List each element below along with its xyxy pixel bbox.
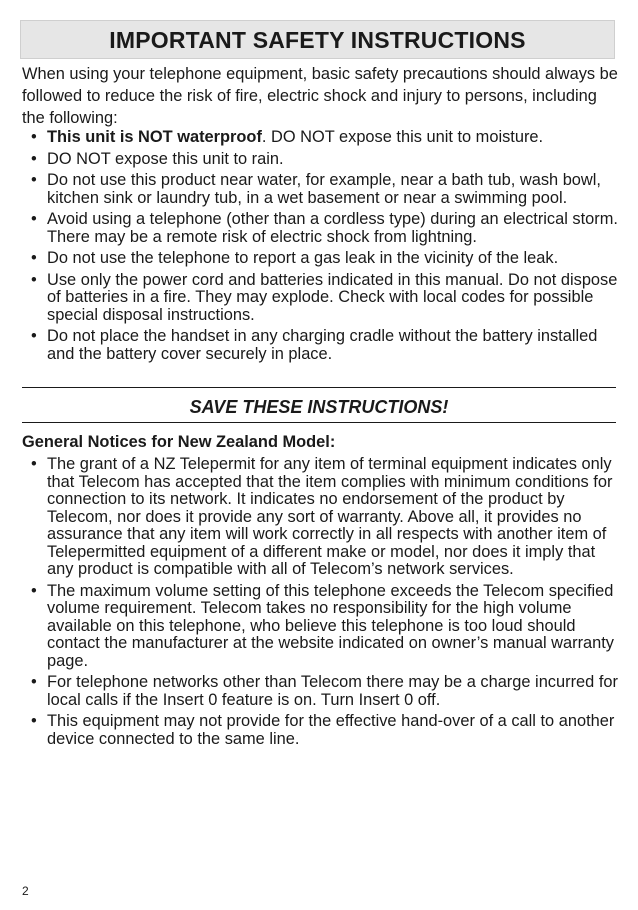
safety-item-storm: • Avoid using a telephone (other than a cordless type) during an electrical storm. There may be a remote risk of electric shock from lightning. [22,211,618,246]
page-title: IMPORTANT SAFETY INSTRUCTIONS [20,20,615,59]
save-instructions-heading: SAVE THESE INSTRUCTIONS! [189,397,449,417]
safety-item-charging-cradle: • Do not place the handset in any charging cradle without the battery installed and the battery cover securely in place. [22,328,618,363]
nz-notices-heading: General Notices for New Zealand Model: [22,433,336,451]
nz-item-insert-zero: • For telephone networks other than Telecom there may be a charge incurred for local calls if the Insert 0 feature is on. Turn Insert 0 off. [22,674,618,709]
nz-item-telepermit: • The grant of a NZ Telepermit for any item of terminal equipment indicates only that Telecom has accepted that the item complies with minimum conditions for connection to its network. It indicates no endorsement of the product by Telecom, nor does it provide any sort of warranty. Above all, it provides no assurance that any item will work correctly in all respects with another item of Telepermitted equipment of a different make or model, nor does it imply that any product is compatible with all of Telecom’s network services. [22,456,618,579]
divider-top [22,387,616,388]
safety-list [22,129,618,367]
safety-item-waterproof [22,129,618,147]
intro-paragraph: When using your telephone equipment, basic safety precautions should always be followed to reduce the risk of fire, electric shock and injury to persons, including the following: [22,65,618,127]
divider-bottom [22,422,616,423]
safety-item-power-batteries: • Use only the power cord and batteries indicated in this manual. Do not dispose of batteries in a fire. They may explode. Check with local codes for possible special disposal instructions. [22,272,618,325]
nz-notices-list [22,456,618,752]
page-number: 2 [22,884,29,898]
nz-item-volume: • The maximum volume setting of this telephone exceeds the Telecom specified volume requirement. Telecom takes no responsibility for the high volume available on this telephone, who believe this telephone is too loud should contact the manufacturer at the website indicated on owner’s manual warranty page. [22,583,618,671]
safety-item-water: • Do not use this product near water, for example, near a bath tub, wash bowl, kitchen sink or laundry tub, in a wet basement or near a swimming pool. [22,172,618,207]
nz-item-hand-over: • This equipment may not provide for the effective hand-over of a call to another device connected to the same line. [22,713,618,748]
waterproof-warning-bold: This unit is NOT waterproof [47,128,262,146]
safety-item-rain: • DO NOT expose this unit to rain. [22,151,618,169]
safety-item-gas-leak: • Do not use the telephone to report a gas leak in the vicinity of the leak. [22,250,618,268]
waterproof-warning-rest: . DO NOT expose this unit to moisture. [261,128,544,146]
